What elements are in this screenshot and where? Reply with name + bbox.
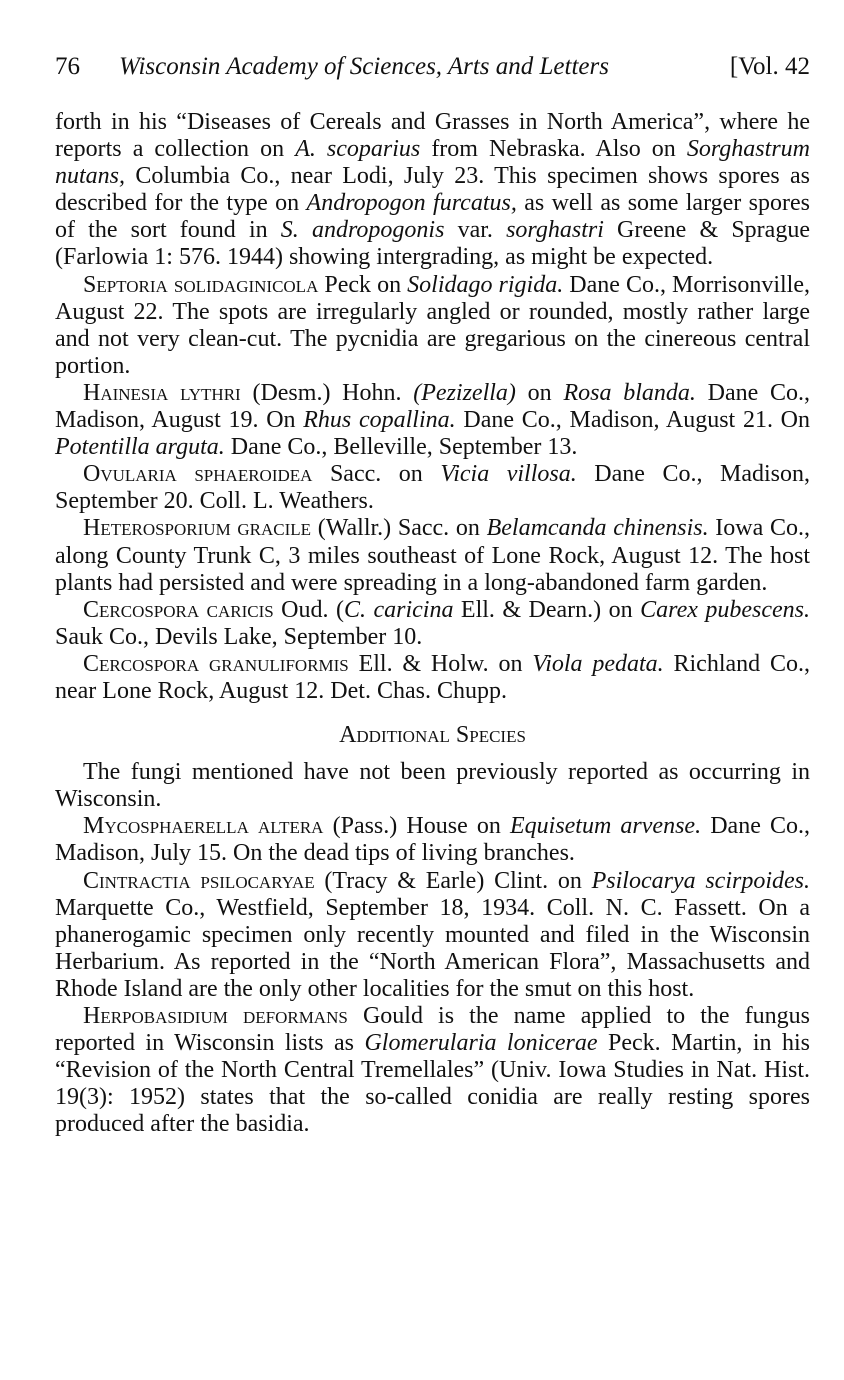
text-run: Greene & Sprague (Farlowia 1: 576. 1944) showing intergrading, as might be expected. <box>55 217 810 271</box>
fungus-name: Septoria solidaginicola <box>83 271 319 298</box>
text-run: (Desm.) Hohn. <box>240 379 414 406</box>
host-name: Belamcanda chinensis. <box>486 515 709 542</box>
article-body <box>55 109 810 1138</box>
entry-cercospora-caricis <box>55 597 810 651</box>
species-name: A. scoparius <box>295 136 421 163</box>
fungus-name: Mycosphaerella altera <box>83 813 324 840</box>
species-name: Glomerularia lonicerae <box>364 1030 598 1057</box>
host-name: Carex pubescens. <box>640 596 810 623</box>
species-name: Andropogon furcatus, <box>306 190 517 217</box>
text-run: on <box>515 379 564 406</box>
text-run: Columbia Co., near Lodi, July 23. This specimen shows spores as described for the type on <box>55 163 810 217</box>
paragraph-continuation <box>55 109 810 272</box>
species-name: sorghastri <box>506 217 604 244</box>
fungus-name: Cintractia psilocaryae <box>83 867 315 894</box>
entry-cintractia <box>55 868 810 1003</box>
text-run: as well as some larger spores of the sort found in <box>55 190 810 244</box>
text-run: Sauk Co., Devils Lake, September 10. <box>55 623 423 650</box>
text-run: Dane Co., Madison, August 21. On <box>455 407 811 434</box>
entry-mycosphaerella <box>55 813 810 867</box>
volume-label: [Vol. 42 <box>729 53 810 80</box>
text-run: Oud. ( <box>273 596 344 623</box>
fungus-name: Cercospora granuliformis <box>83 650 349 677</box>
text-run: Sacc. on <box>312 461 441 488</box>
synonym: (Pezizella) <box>413 379 516 406</box>
host-name: Rhus copallina. <box>303 407 456 434</box>
synonym: C. caricina <box>343 596 454 623</box>
text-run: (Tracy & Earle) Clint. on <box>314 867 592 894</box>
text-run: Ell. & Dearn.) on <box>453 596 641 623</box>
text-run: (Pass.) House on <box>323 813 510 840</box>
text-run: Peck on <box>318 271 408 298</box>
fungus-name: Ovularia sphaeroidea <box>83 461 313 488</box>
entry-hainesia <box>55 380 810 461</box>
page-number: 76 <box>55 53 80 80</box>
entry-ovularia <box>55 461 810 515</box>
host-name: Vicia villosa. <box>440 461 577 488</box>
text-run: Dane Co., Morrisonville, August 22. The spots are irregularly angled or rounded, mostly rather large and not very clean-cut. The pycnidia are gregarious on the cinereous central portion. <box>55 271 810 379</box>
host-name: Potentilla arguta. <box>55 434 225 461</box>
section-intro <box>55 759 810 813</box>
host-name: Viola pedata. <box>532 650 664 677</box>
text-run: Marquette Co., Westfield, September 18, 1934. Coll. N. C. Fassett. On a phanerogamic specimen only recently mounted and filed in the Wisconsin Herbarium. As reported in the “North American Flora”, Massachusetts and Rhode Island are the only other localities for the smut on this host. <box>55 894 810 1002</box>
text-run: Dane Co., Belleville, September 13. <box>224 434 578 461</box>
host-name: Equisetum arvense. <box>509 813 702 840</box>
text-run: var. <box>444 217 507 244</box>
text-run: from Nebraska. Also on <box>420 136 687 163</box>
text-run: Dane Co., Madison, August 19. On <box>55 379 811 434</box>
text-run: Gould is the name applied to the fungus reported in Wisconsin lists as <box>55 1003 810 1057</box>
entry-cercospora-granuliformis <box>55 651 810 705</box>
entry-septoria <box>55 272 810 380</box>
host-name: Solidago rigida. <box>407 271 564 298</box>
fungus-name: Heterosporium gracile <box>83 515 312 542</box>
fungus-name: Hainesia lythri <box>83 379 241 406</box>
section-heading: Additional Species <box>339 722 526 749</box>
text-run: Ell. & Holw. on <box>348 650 533 677</box>
species-name: Sorghastrum nutans, <box>55 136 810 190</box>
fungus-name: Cercospora caricis <box>83 596 274 623</box>
text-run: Dane Co., Madison, July 15. On the dead tips of living branches. <box>55 813 810 867</box>
text-run: (Wallr.) Sacc. on <box>311 515 487 542</box>
species-name: S. andropogonis <box>280 217 445 244</box>
text-run: The fungi mentioned have not been previously reported as occurring in Wisconsin. <box>55 759 810 813</box>
host-name: Psilocarya scirpoides. <box>591 867 811 894</box>
text-run: forth in his “Diseases of Cereals and Grasses in North America”, where he reports a collection on <box>55 109 810 163</box>
text-run: Dane Co., Madison, September 20. Coll. L. Weathers. <box>55 461 810 515</box>
host-name: Rosa blanda. <box>563 379 696 406</box>
entry-heterosporium <box>55 515 810 596</box>
text-run: Peck. Martin, in his “Revision of the North Central Tremellales” (Univ. Iowa Studies in Nat. Hist. 19(3): 1952) states that the so-called conidia are really resting spores produced after the basidia. <box>55 1030 810 1138</box>
text-run: Richland Co., near Lone Rock, August 12. Det. Chas. Chupp. <box>55 650 810 704</box>
fungus-name: Herpobasidium deformans <box>83 1003 348 1029</box>
text-run: Iowa Co., along County Trunk C, 3 miles southeast of Lone Rock, August 12. The host plants had persisted and were spreading in a long-abandoned farm garden. <box>55 515 810 596</box>
entry-herpobasidium <box>55 1003 810 1138</box>
journal-title: Wisconsin Academy of Sciences, Arts and Letters <box>119 53 609 80</box>
